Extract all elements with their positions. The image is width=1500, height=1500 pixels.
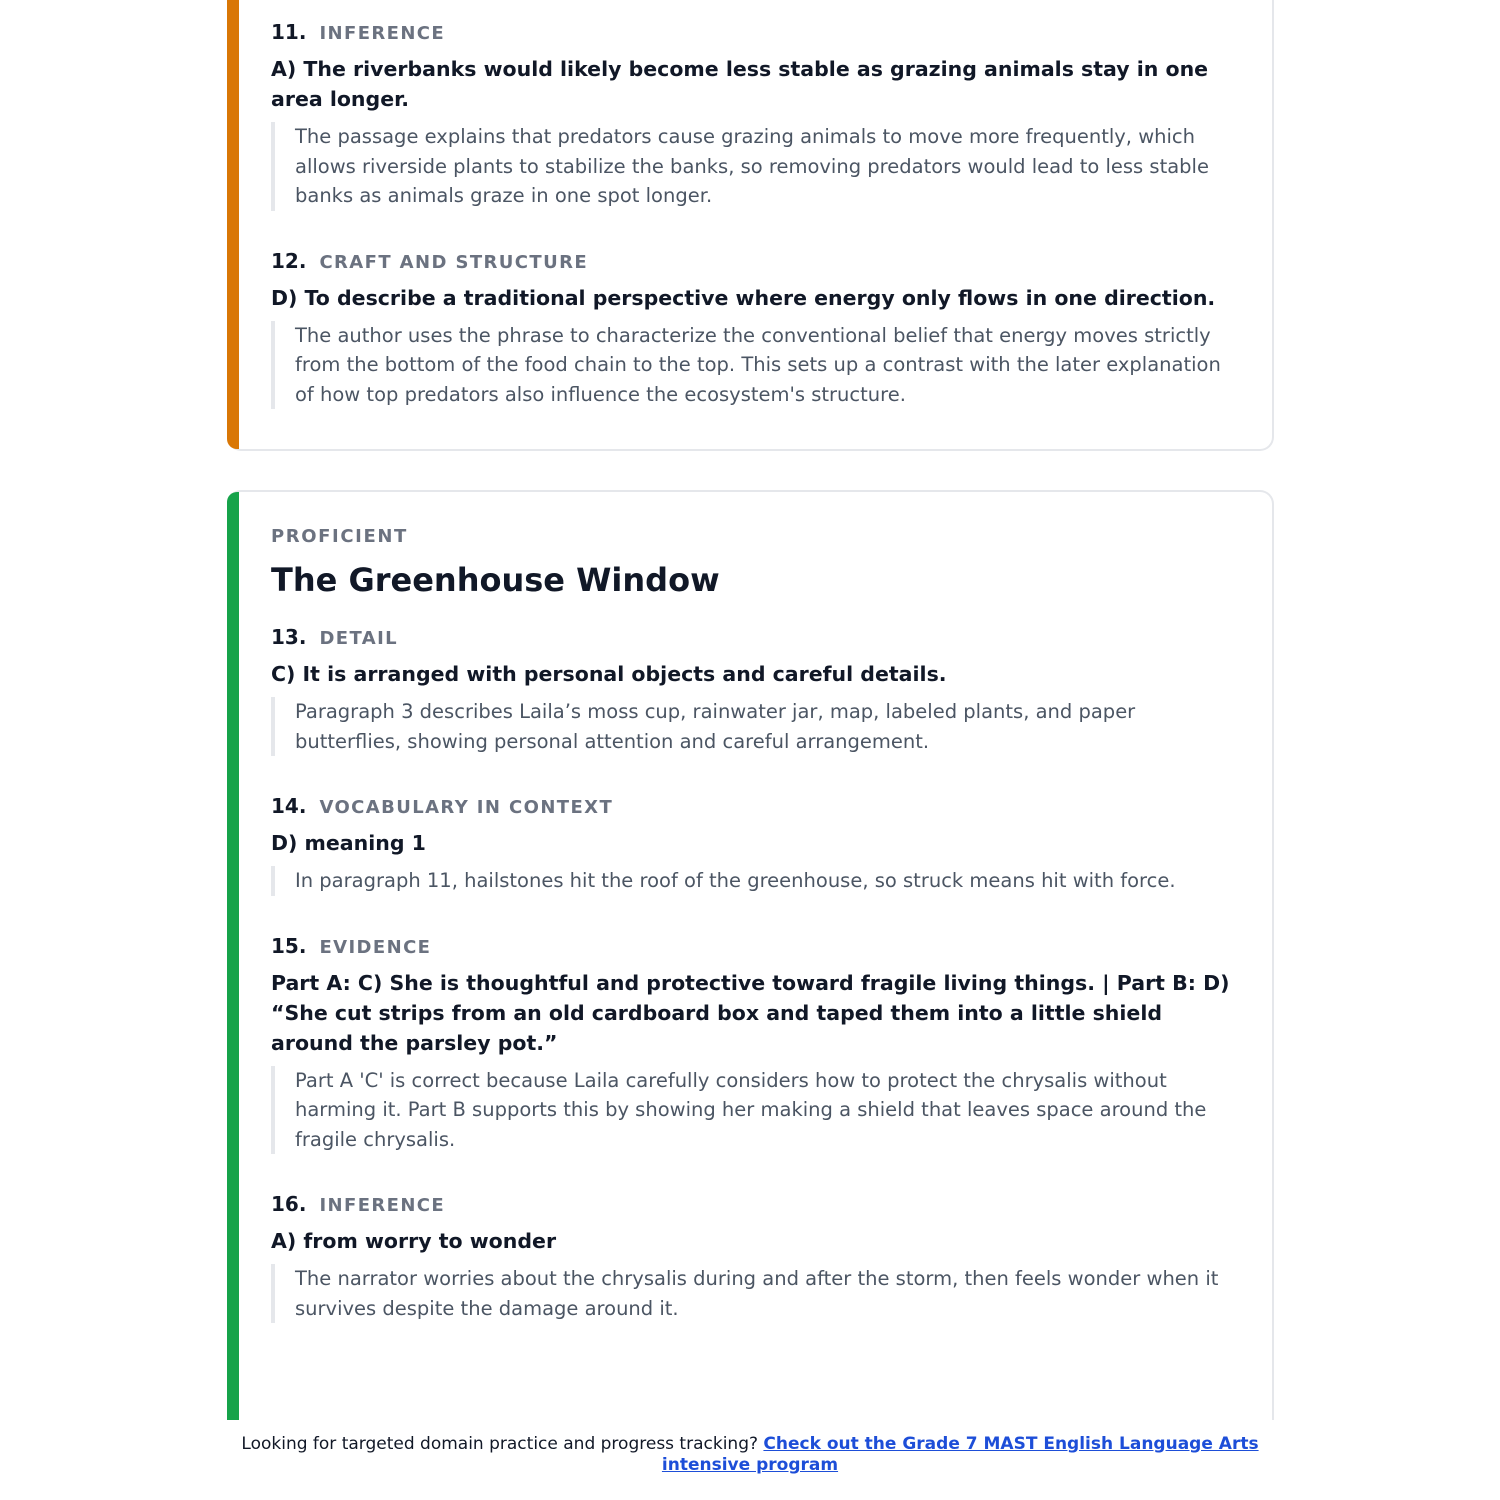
question-number: 11. xyxy=(271,20,307,44)
card-accent-bar-orange xyxy=(227,0,239,449)
passage-title: The Greenhouse Window xyxy=(271,561,720,599)
proficiency-level-label: PROFICIENT xyxy=(271,526,408,547)
card-accent-bar-green xyxy=(227,492,239,1420)
question-category: DETAIL xyxy=(319,628,399,649)
answer-explanation: In paragraph 11, hailstones hit the roof of the greenhouse, so struck means hit with force. xyxy=(271,866,1232,896)
footer-promo xyxy=(200,1434,1300,1476)
question-number: 15. xyxy=(271,933,307,958)
question-category: VOCABULARY IN CONTEXT xyxy=(319,797,614,818)
answer-explanation: Paragraph 3 describes Laila’s moss cup, rainwater jar, map, labeled plants, and paper butterflies, showing personal attention and careful arrangement. xyxy=(271,697,1232,756)
intensive-program-link[interactable]: Check out the Grade 7 MAST English Language Arts intensive program xyxy=(661,1434,1259,1475)
question-number: 16. xyxy=(271,1192,307,1216)
correct-answer: A) The riverbanks would likely become less stable as grazing animals stay in one area longer. xyxy=(271,57,1209,111)
correct-answer: C) It is arranged with personal objects and careful details. xyxy=(271,662,947,686)
answer-explanation: The author uses the phrase to characterize the conventional belief that energy moves strictly from the bottom of the food chain to the top. This sets up a contrast with the later explanation of how top predators also influence the ecosystem's structure. xyxy=(271,321,1232,410)
answer-explanation: The narrator worries about the chrysalis during and after the storm, then feels wonder when it survives despite the damage around it. xyxy=(271,1264,1232,1323)
question-category: EVIDENCE xyxy=(319,936,432,958)
question-item-14 xyxy=(271,794,1232,896)
results-card-section-2 xyxy=(227,490,1274,1420)
results-card-section-1 xyxy=(227,0,1274,451)
question-category: CRAFT AND STRUCTURE xyxy=(319,251,589,273)
question-category: INFERENCE xyxy=(319,1195,446,1216)
question-number: 12. xyxy=(271,248,307,273)
footer-promo-text: Looking for targeted domain practice and progress tracking? xyxy=(241,1434,759,1454)
question-item-16 xyxy=(271,1192,1232,1323)
question-number: 14. xyxy=(271,794,307,818)
correct-answer: A) from worry to wonder xyxy=(271,1229,557,1253)
question-item-15 xyxy=(271,934,1232,1155)
question-item-12 xyxy=(271,249,1232,410)
correct-answer: D) To describe a traditional perspective where energy only flows in one direction. xyxy=(271,285,1216,310)
answer-explanation: The passage explains that predators cause grazing animals to move more frequently, which allows riverside plants to stabilize the banks, so removing predators would lead to less stable banks as animals graze in one spot longer. xyxy=(271,122,1232,211)
question-item-13 xyxy=(271,625,1232,756)
correct-answer: D) meaning 1 xyxy=(271,831,426,855)
question-item-11 xyxy=(271,20,1232,211)
answer-explanation: Part A 'C' is correct because Laila carefully considers how to protect the chrysalis without harming it. Part B supports this by showing her making a shield that leaves space around the fragile chrysalis. xyxy=(271,1066,1232,1155)
question-number: 13. xyxy=(271,625,307,649)
question-category: INFERENCE xyxy=(319,23,446,44)
correct-answer: Part A: C) She is thoughtful and protective toward fragile living things. | Part B: D) “She cut strips from an old cardboard box and taped them into a little shield around the parsley pot.” xyxy=(271,970,1230,1055)
